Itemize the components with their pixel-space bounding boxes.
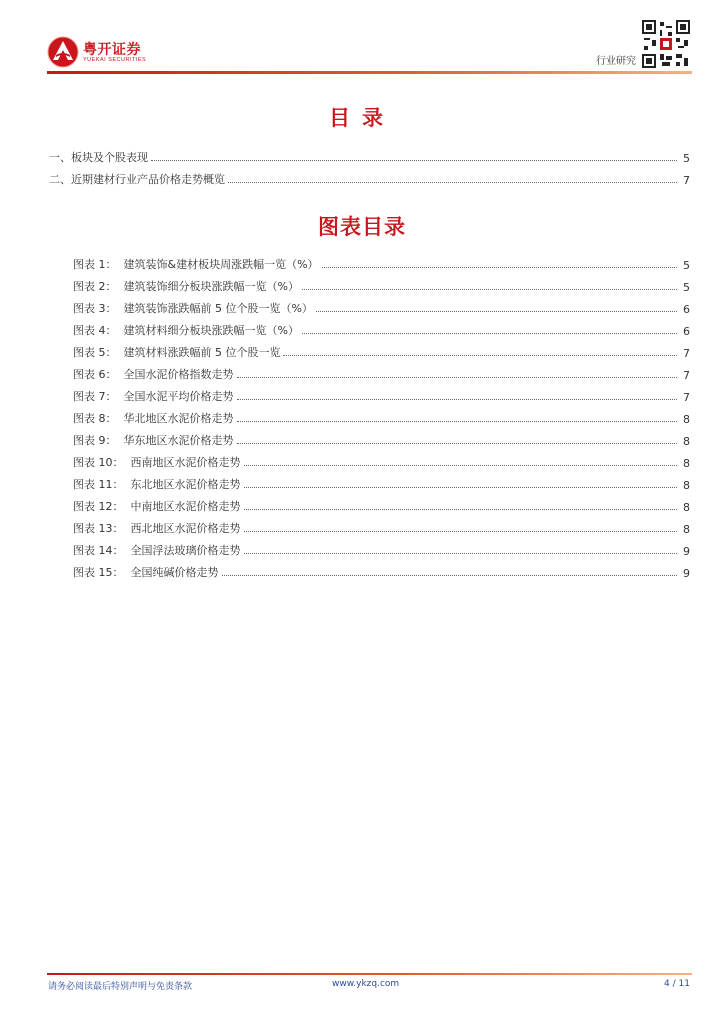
figure-item-page: 6: [683, 303, 690, 316]
dot-leader: [244, 465, 678, 466]
figure-item-text: 图表 1： 建筑装饰&建材板块周涨跌幅一览（%）: [73, 258, 319, 271]
figure-item-text: 图表 2： 建筑装饰细分板块涨跌幅一览（%）: [73, 280, 299, 293]
page-header: [0, 0, 724, 80]
toc-item-text: 二、近期建材行业产品价格走势概览: [49, 173, 225, 186]
dot-leader: [237, 377, 678, 378]
figure-item-page: 8: [683, 413, 690, 426]
figure-item[interactable]: [73, 514, 690, 536]
figure-item[interactable]: [73, 360, 690, 382]
figure-item-page: 8: [683, 501, 690, 514]
figure-item-text: 图表 4： 建筑材料细分板块涨跌幅一览（%）: [73, 324, 299, 337]
brand-name-cn: 粤开证券: [83, 42, 141, 58]
figure-item[interactable]: [73, 382, 690, 404]
figure-item-page: 8: [683, 435, 690, 448]
toc-item-page: 5: [683, 152, 690, 165]
figure-item[interactable]: [73, 492, 690, 514]
dot-leader: [237, 443, 678, 444]
figure-item-page: 5: [683, 259, 690, 272]
figure-item[interactable]: [73, 272, 690, 294]
figure-item[interactable]: [73, 470, 690, 492]
footer-website-link[interactable]: www.ykzq.com: [332, 979, 400, 989]
dot-leader: [283, 355, 677, 356]
dot-leader: [244, 531, 678, 532]
figure-item-text: 图表 13： 西北地区水泥价格走势: [73, 522, 241, 535]
figure-item-page: 7: [683, 369, 690, 382]
figure-item[interactable]: [73, 536, 690, 558]
figure-item-page: 7: [683, 347, 690, 360]
figure-item-text: 图表 3： 建筑装饰涨跌幅前 5 位个股一览（%）: [73, 302, 313, 315]
toc-item[interactable]: [49, 143, 690, 165]
figure-list-title: 图表目录: [318, 215, 406, 239]
toc-item-page: 7: [683, 174, 690, 187]
brand-name-en: YUEKAI SECURITIES: [83, 57, 147, 63]
figure-list: [73, 250, 690, 580]
figure-item-text: 图表 9： 华东地区水泥价格走势: [73, 434, 234, 447]
figure-item-page: 8: [683, 457, 690, 470]
toc-item[interactable]: [49, 165, 690, 187]
footer-divider: [47, 973, 692, 975]
page-number: 4 / 11: [664, 979, 690, 989]
toc-list: [49, 143, 690, 187]
dot-leader: [244, 509, 678, 510]
dot-leader: [244, 487, 678, 488]
dot-leader: [151, 160, 677, 161]
figure-item[interactable]: [73, 294, 690, 316]
yuekai-logo-icon: [47, 36, 79, 68]
toc-item-text: 一、板块及个股表现: [49, 151, 148, 164]
figure-item-text: 图表 8： 华北地区水泥价格走势: [73, 412, 234, 425]
dot-leader: [244, 553, 678, 554]
figure-item[interactable]: [73, 404, 690, 426]
dot-leader: [237, 399, 678, 400]
dot-leader: [302, 289, 677, 290]
figure-item-page: 8: [683, 523, 690, 536]
dot-leader: [222, 575, 678, 576]
figure-item-page: 9: [683, 567, 690, 580]
figure-item-text: 图表 12： 中南地区水泥价格走势: [73, 500, 241, 513]
footer-disclaimer: 请务必阅读最后特别声明与免责条款: [48, 982, 193, 992]
figure-item-page: 6: [683, 325, 690, 338]
figure-item-page: 9: [683, 545, 690, 558]
figure-item[interactable]: [73, 426, 690, 448]
dot-leader: [228, 182, 677, 183]
figure-item-text: 图表 6： 全国水泥价格指数走势: [73, 368, 234, 381]
figure-item-text: 图表 10： 西南地区水泥价格走势: [73, 456, 241, 469]
dot-leader: [316, 311, 677, 312]
qr-code-icon: [642, 20, 690, 68]
figure-item-text: 图表 14： 全国浮法玻璃价格走势: [73, 544, 241, 557]
figure-item-text: 图表 11： 东北地区水泥价格走势: [73, 478, 241, 491]
toc-title: 目录: [329, 106, 395, 130]
figure-item[interactable]: [73, 338, 690, 360]
header-divider: [47, 71, 692, 74]
figure-item[interactable]: [73, 558, 690, 580]
figure-item-text: 图表 15： 全国纯碱价格走势: [73, 566, 219, 579]
figure-item-page: 8: [683, 479, 690, 492]
dot-leader: [302, 333, 677, 334]
dot-leader: [237, 421, 678, 422]
figure-item-text: 图表 5： 建筑材料涨跌幅前 5 位个股一览: [73, 346, 281, 359]
figure-item-text: 图表 7： 全国水泥平均价格走势: [73, 390, 234, 403]
figure-item[interactable]: [73, 448, 690, 470]
figure-item-page: 7: [683, 391, 690, 404]
figure-item[interactable]: [73, 316, 690, 338]
figure-item[interactable]: [73, 250, 690, 272]
report-type-label: 行业研究: [596, 56, 636, 67]
figure-item-page: 5: [683, 281, 690, 294]
dot-leader: [322, 267, 677, 268]
brand-logo: [47, 36, 167, 72]
